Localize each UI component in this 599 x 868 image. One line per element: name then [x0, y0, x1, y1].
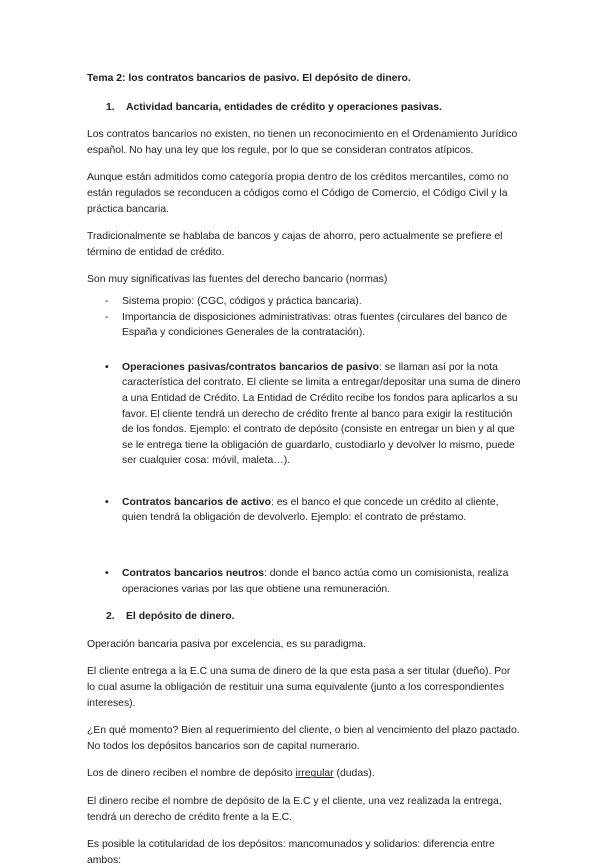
paragraph-8 — [87, 766, 521, 782]
bullet-marker: • — [105, 568, 109, 580]
paragraph-4: Son muy significativas las fuentes del derecho bancario (normas) — [87, 274, 388, 286]
paragraph-10: Es posible la cotitularidad de los depósitos: mancomunados y solidarios: diferencia entre ambos: — [87, 839, 495, 866]
section-1-title: Actividad bancaria, entidades de crédito y operaciones pasivas. — [126, 101, 442, 113]
bullet-description: : se llaman así por la nota característica del contrato. El cliente se limita a entregar/depositar una suma de dinero a una Entidad de Crédito. La Entidad de Crédito recibe los fondos para aplicarlos a su favor. El cliente tendrá un derecho de crédito frente al banco para exigir la restitución de los fondos. Ejemplo: el contrato de depósito (consiste en entregar un bien y al que se le entrega tiene la obligación de guardarlo, custodiarlo y devolver lo mismo, puede ser cualquier cosa: móvil, maleta…). — [122, 361, 521, 467]
list-item-text: Sistema propio: (CGC, códigos y práctica bancaria). — [122, 295, 362, 307]
sources-list — [105, 294, 521, 341]
bullet-description: : donde el banco actúa como un comisionista, realiza operaciones varias por las que obtiene una remuneración. — [122, 568, 509, 595]
section-2-heading — [106, 609, 521, 625]
list-item — [105, 310, 521, 341]
dash-marker: - — [105, 311, 109, 323]
bullet-item-neutros — [105, 566, 521, 597]
paragraph-6: El cliente entrega a la E.C una suma de dinero de la que esta pasa a ser titular (dueño). Por lo cual asume la obligación de restituir una suma equivalente (junto a los correspondientes intereses). — [87, 666, 511, 709]
paragraph-8-end: (dudas). — [333, 768, 375, 780]
bullet-item-activo — [105, 495, 521, 526]
paragraph-3: Tradicionalmente se hablaba de bancos y cajas de ahorro, pero actualmente se prefiere el término de entidad de crédito. — [87, 231, 503, 258]
list-item — [105, 294, 521, 310]
underlined-term: irregular — [295, 768, 334, 780]
section-2-number: 2. — [106, 611, 115, 623]
bullet-description: : es el banco el que concede un crédito al cliente, quien tendrá la obligación de devolverlo. Ejemplo: el contrato de préstamo. — [122, 496, 499, 524]
list-item-text: Importancia de disposiciones administrativas: otras fuentes (circulares del banco de España y condiciones Generales de la contratación). — [122, 311, 508, 339]
paragraph-5: Operación bancaria pasiva por excelencia, es su paradigma. — [87, 638, 366, 650]
paragraph-1: Los contratos bancarios no existen, no tienen un reconocimiento en el Ordenamiento Jurídico español. No hay una ley que los regule, por lo que se consideran contratos atípicos. — [87, 129, 518, 156]
bullet-term: Contratos bancarios de activo — [122, 496, 271, 508]
bullet-term: Operaciones pasivas/contratos bancarios de pasivo — [122, 361, 379, 373]
section-1-number: 1. — [106, 101, 115, 113]
bullet-text — [122, 566, 521, 597]
section-2-title: El depósito de dinero. — [126, 611, 235, 623]
bullet-term: Contratos bancarios neutros — [122, 568, 265, 580]
paragraph-7: ¿En qué momento? Bien al requerimiento del cliente, o bien al vencimiento del plazo pactado. No todos los depósitos bancarios son de capital numerario. — [87, 725, 520, 752]
paragraph-9: El dinero recibe el nombre de depósito de la E.C y el cliente, una vez realizada la entrega, tendrá un derecho de crédito frente a la E.C. — [87, 796, 502, 823]
dash-marker: - — [105, 295, 109, 307]
paragraph-8-start: Los de dinero reciben el nombre de depósito — [87, 768, 296, 780]
document-title: Tema 2: los contratos bancarios de pasivo. El depósito de dinero. — [87, 73, 411, 84]
bullet-text — [122, 360, 521, 469]
bullet-text — [122, 495, 521, 526]
paragraph-2: Aunque están admitidos como categoría propia dentro de los créditos mercantiles, como no están regulados se reconducen a códigos como el Código de Comercio, el Código Civil y la práctica bancaria. — [87, 172, 509, 215]
bullet-marker: • — [105, 496, 109, 508]
section-1-heading — [106, 100, 521, 116]
bullet-marker: • — [105, 361, 109, 373]
bullet-item-pasivo — [105, 360, 521, 469]
